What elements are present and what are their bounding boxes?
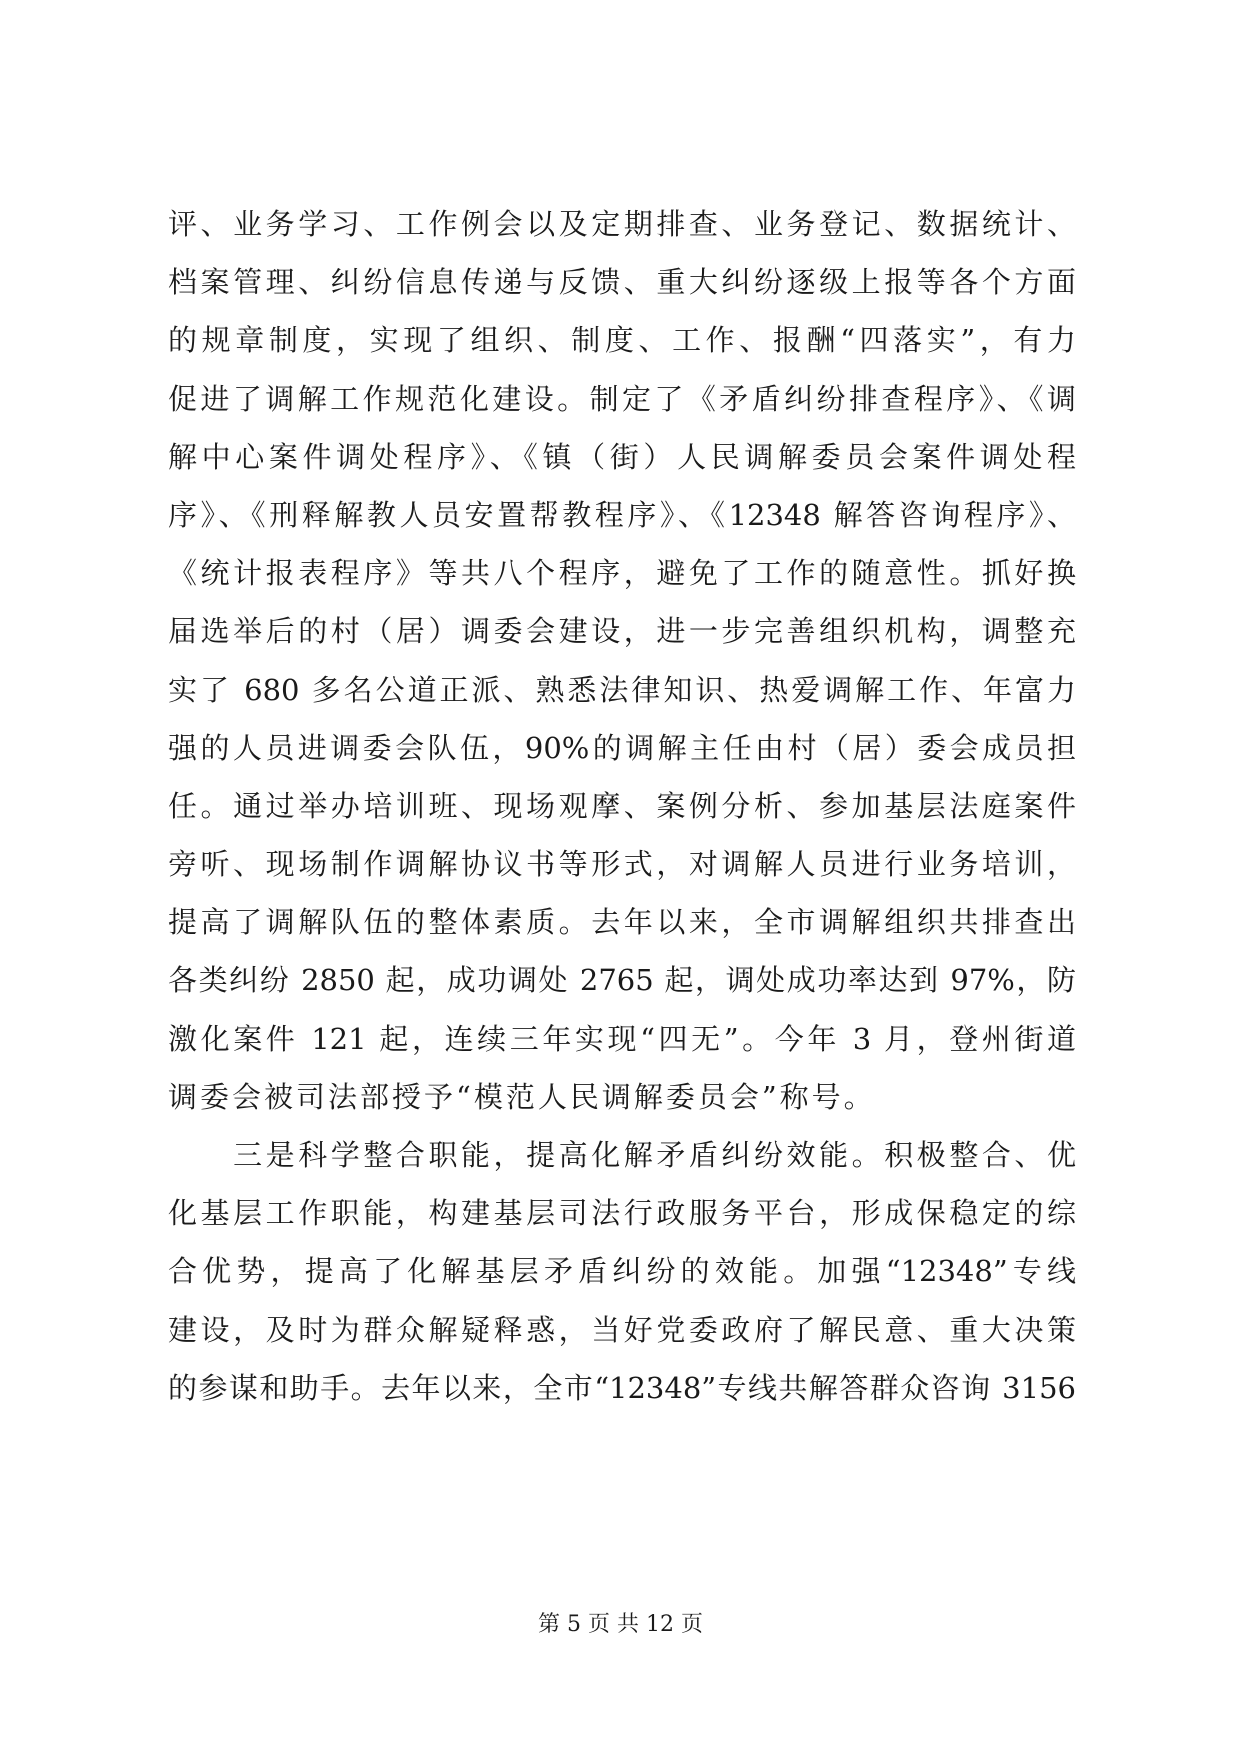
- text-line: 评、业务学习、工作例会以及定期排查、业务登记、数据统计、: [168, 207, 1076, 241]
- text-line: 实了 680 多名公道正派、熟悉法律知识、热爱调解工作、年富力: [168, 672, 1076, 707]
- text-line: 任。通过举办培训班、现场观摩、案例分析、参加基层法庭案件: [168, 788, 1076, 823]
- text-line: 提高了调解队伍的整体素质。去年以来，全市调解组织共排查出: [168, 905, 1076, 940]
- text-line: 强的人员进调委会队伍，90%的调解主任由村（居）委会成员担: [168, 730, 1076, 765]
- body-text: [168, 195, 1076, 1417]
- text-line: 促进了调解工作规范化建设。制定了《矛盾纠纷排查程序》、《调: [168, 381, 1076, 416]
- text-line: 解中心案件调处程序》、《镇（街）人民调解委员会案件调处程: [168, 439, 1076, 474]
- text-line: 档案管理、纠纷信息传递与反馈、重大纠纷逐级上报等各个方面: [168, 265, 1076, 300]
- text-line: 三是科学整合职能，提高化解矛盾纠纷效能。积极整合、优: [168, 1138, 1076, 1172]
- text-line: 调委会被司法部授予“模范人民调解委员会”称号。: [168, 1079, 876, 1114]
- text-line: 序》、《刑释解教人员安置帮教程序》、《12348 解答咨询程序》、: [168, 497, 1076, 532]
- text-line: 合优势，提高了化解基层矛盾纠纷的效能。加强“12348”专线: [168, 1254, 1076, 1289]
- text-line: 激化案件 121 起，连续三年实现“四无”。今年 3 月，登州街道: [168, 1021, 1077, 1056]
- text-line: 届选举后的村（居）调委会建设，进一步完善组织机构，调整充: [168, 614, 1076, 649]
- text-line: 《统计报表程序》等共八个程序，避免了工作的随意性。抓好换: [168, 556, 1076, 591]
- text-line: 建设，及时为群众解疑释惑，当好党委政府了解民意、重大决策: [168, 1312, 1076, 1347]
- text-line: 的规章制度，实现了组织、制度、工作、报酬“四落实”，有力: [168, 323, 1076, 358]
- text-line: 旁听、现场制作调解协议书等形式，对调解人员进行业务培训，: [168, 847, 1076, 882]
- text-line: 各类纠纷 2850 起，成功调处 2765 起，调处成功率达到 97%，防: [168, 963, 1076, 998]
- text-line: 的参谋和助手。去年以来，全市“12348”专线共解答群众咨询 3156: [168, 1370, 1076, 1405]
- text-line: 化基层工作职能，构建基层司法行政服务平台，形成保稳定的综: [168, 1196, 1076, 1231]
- page-footer: 第 5 页 共 12 页: [538, 1612, 703, 1637]
